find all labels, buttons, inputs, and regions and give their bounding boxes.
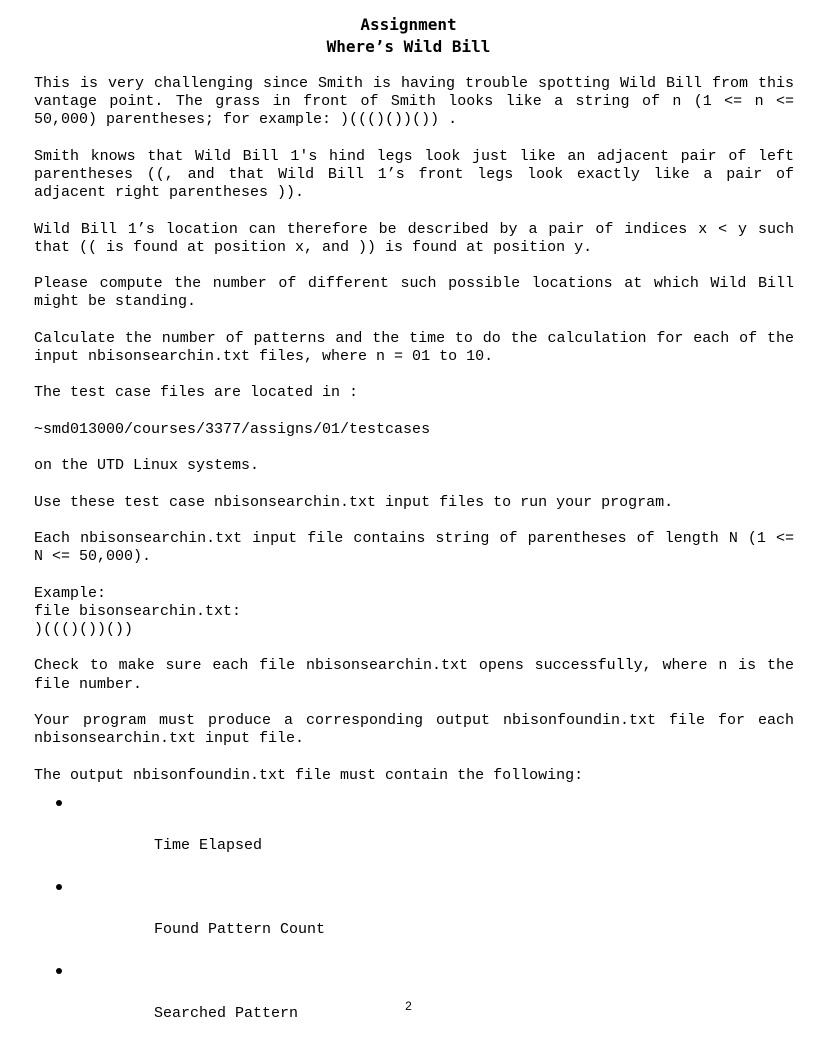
paragraph-intro: This is very challenging since Smith is having trouble spotting Wild Bill from this vantage point. The grass in front of Smith looks like a string of n (1 <= n <= 50,000) parentheses; for example: )((()())()) .	[34, 75, 804, 129]
paragraph-example: Example: file bisonsearchin.txt: )((()())())	[34, 584, 242, 638]
bullet-icon	[56, 884, 62, 890]
document-body	[34, 75, 804, 1045]
paragraph-output-contents: The output nbisonfoundin.txt file must contain the following:	[34, 766, 584, 784]
bullet-icon	[56, 968, 62, 974]
paragraph-use-files: Use these test case nbisonsearchin.txt input files to run your program.	[34, 493, 674, 511]
paragraph-file-contents: Each nbisonsearchin.txt input file contains string of parentheses of length N (1 <= N <= 50,000).	[34, 529, 804, 566]
paragraph-testcase-location: The test case files are located in :	[34, 384, 359, 402]
list-item	[56, 877, 794, 961]
list-item-label: Found Pattern Count	[154, 920, 326, 938]
paragraph-testcase-path: ~smd013000/courses/3377/assigns/01/testcases	[34, 420, 431, 438]
paragraph-linux-systems: on the UTD Linux systems.	[34, 457, 260, 475]
bullet-icon	[56, 800, 62, 806]
page-number: 2	[405, 999, 412, 1013]
paragraph-compute: Please compute the number of different such possible locations at which Wild Bill might be standing.	[34, 275, 804, 311]
paragraph-legs: Smith knows that Wild Bill 1's hind legs look just like an adjacent pair of left parentheses ((, and that Wild Bill 1’s front legs look exactly like a pair of adjacent right parentheses )).	[34, 147, 804, 202]
paragraph-location: Wild Bill 1’s location can therefore be described by a pair of indices x < y such that (( is found at position x, and )) is found at position y.	[34, 220, 804, 256]
paragraph-check-open: Check to make sure each file nbisonsearchin.txt opens successfully, where n is the file number.	[34, 657, 804, 693]
document-title: Assignment	[360, 15, 457, 34]
list-item	[56, 793, 794, 877]
list-item-label: Time Elapsed	[154, 836, 263, 854]
document-subtitle: Where’s Wild Bill	[326, 37, 491, 56]
list-item-label: Searched Pattern	[154, 1004, 299, 1022]
title-block	[0, 14, 817, 58]
paragraph-output-file: Your program must produce a corresponding output nbisonfoundin.txt file for each nbisonsearchin.txt input file.	[34, 711, 804, 748]
paragraph-calculate: Calculate the number of patterns and the time to do the calculation for each of the input nbisonsearchin.txt files, where n = 01 to 10.	[34, 329, 804, 365]
